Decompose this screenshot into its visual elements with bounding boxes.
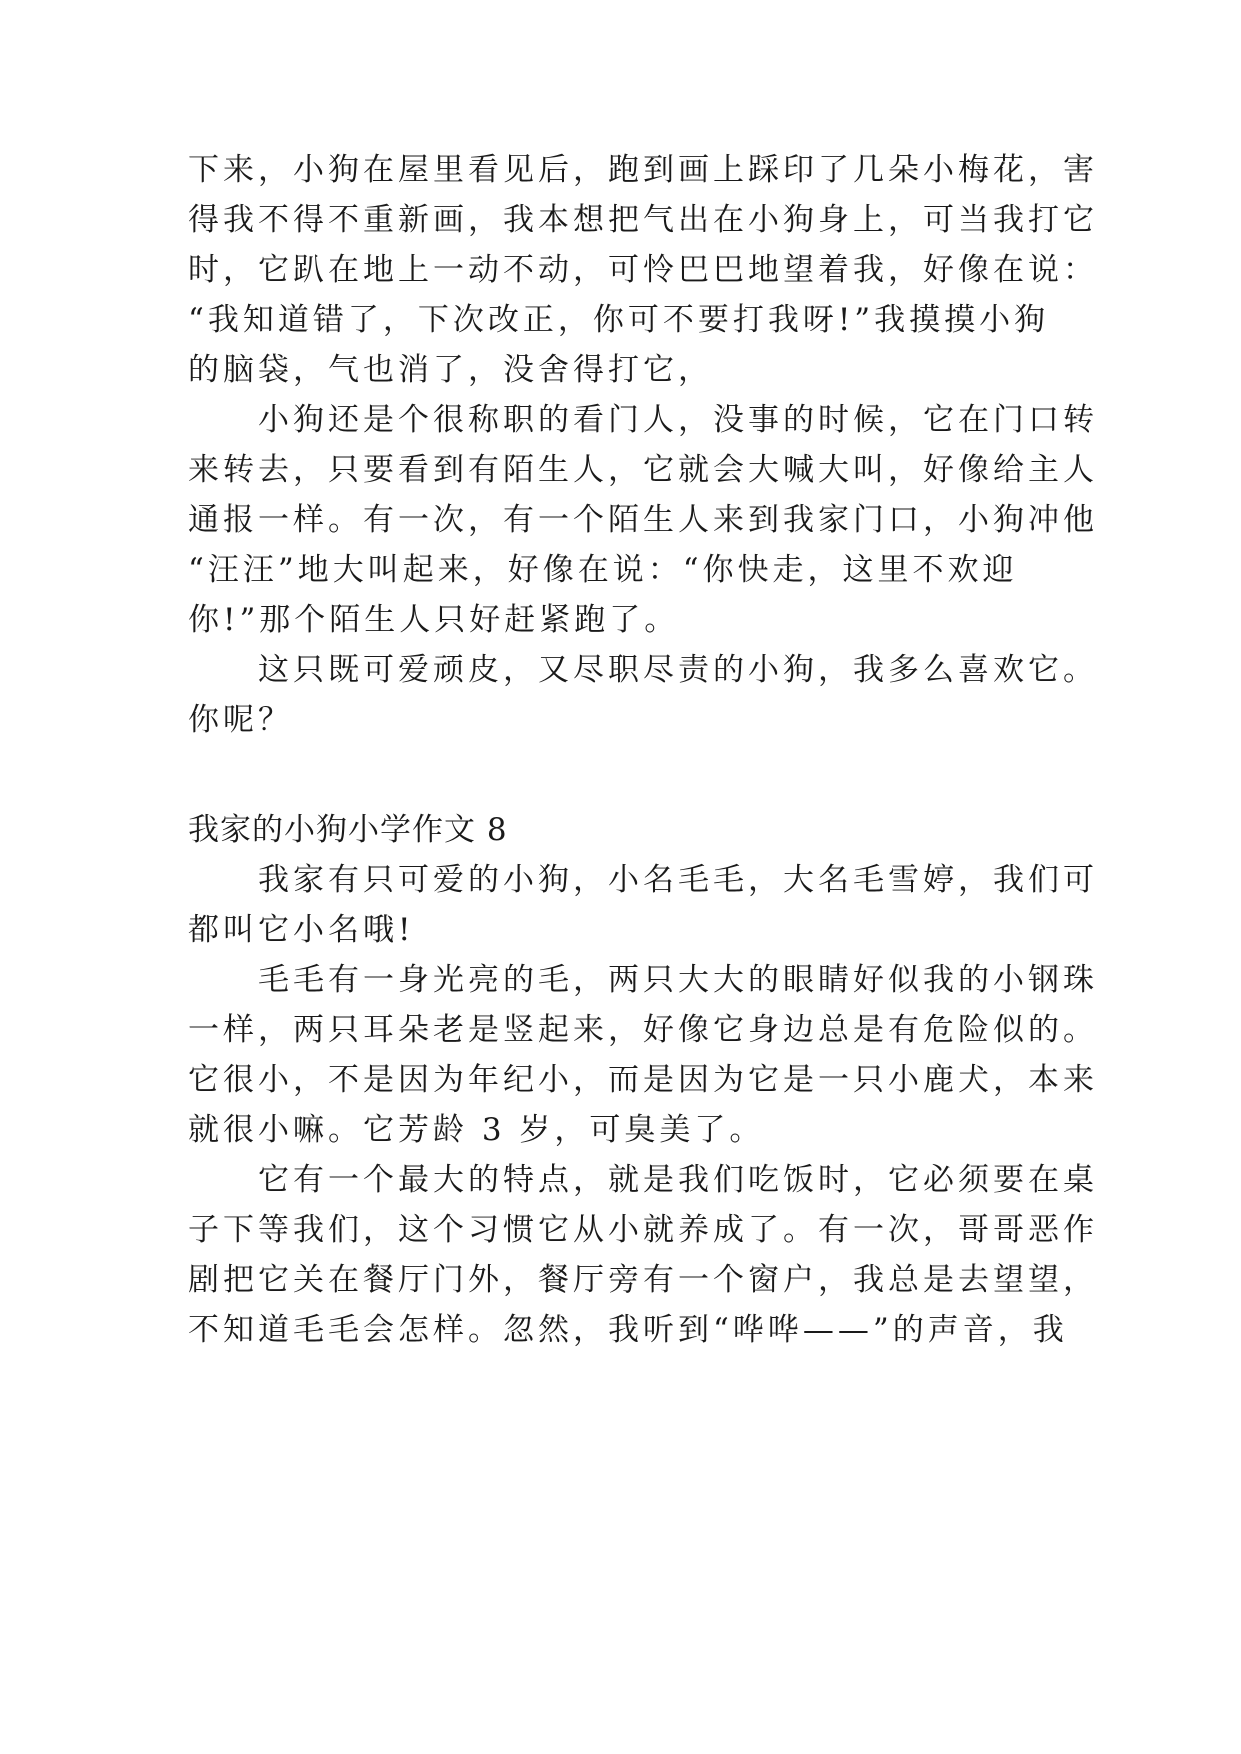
text-line: 子下等我们，这个习惯它从小就养成了。有一次，哥哥恶作 <box>188 1212 1098 1248</box>
text-line: 一样，两只耳朵老是竖起来，好像它身边总是有危险似的。 <box>188 1012 1098 1048</box>
text-line: 不知道毛毛会怎样。忽然，我听到“哗哗——”的声音，我 <box>188 1312 1068 1348</box>
text-line: “汪汪”地大叫起来，好像在说：“你快走，这里不欢迎 <box>188 552 1018 588</box>
text-line: 的脑袋，气也消了，没舍得打它， <box>188 352 713 388</box>
text-line: 时，它趴在地上一动不动，可怜巴巴地望着我，好像在说： <box>188 252 1098 288</box>
text-line: 你!”那个陌生人只好赶紧跑了。 <box>188 602 680 638</box>
text-line: 小狗还是个很称职的看门人，没事的时候，它在门口转 <box>188 402 1098 438</box>
text-line: 这只既可爱顽皮，又尽职尽责的小狗，我多么喜欢它。 <box>188 652 1098 688</box>
text-line: 它很小，不是因为年纪小，而是因为它是一只小鹿犬，本来 <box>188 1062 1098 1098</box>
text-line: 通报一样。有一次，有一个陌生人来到我家门口，小狗冲他 <box>188 502 1098 538</box>
text-line: 你呢？ <box>188 702 293 738</box>
essay-heading: 我家的小狗小学作文 8 <box>188 812 508 848</box>
text-line: 都叫它小名哦! <box>188 912 415 948</box>
text-line: 下来，小狗在屋里看见后，跑到画上踩印了几朵小梅花，害 <box>188 152 1098 188</box>
text-line: 剧把它关在餐厅门外，餐厅旁有一个窗户，我总是去望望， <box>188 1262 1098 1298</box>
text-line: 毛毛有一身光亮的毛，两只大大的眼睛好似我的小钢珠 <box>188 962 1098 998</box>
text-line: 我家有只可爱的小狗，小名毛毛，大名毛雪婷，我们可 <box>188 862 1098 898</box>
text-line: 它有一个最大的特点，就是我们吃饭时，它必须要在桌 <box>188 1162 1098 1198</box>
text-line: “我知道错了，下次改正，你可不要打我呀!”我摸摸小狗 <box>188 302 1050 338</box>
text-line: 来转去，只要看到有陌生人，它就会大喊大叫，好像给主人 <box>188 452 1098 488</box>
text-line: 就很小嘛。它芳龄 3 岁，可臭美了。 <box>188 1112 765 1148</box>
text-line: 得我不得不重新画，我本想把气出在小狗身上，可当我打它 <box>188 202 1098 238</box>
